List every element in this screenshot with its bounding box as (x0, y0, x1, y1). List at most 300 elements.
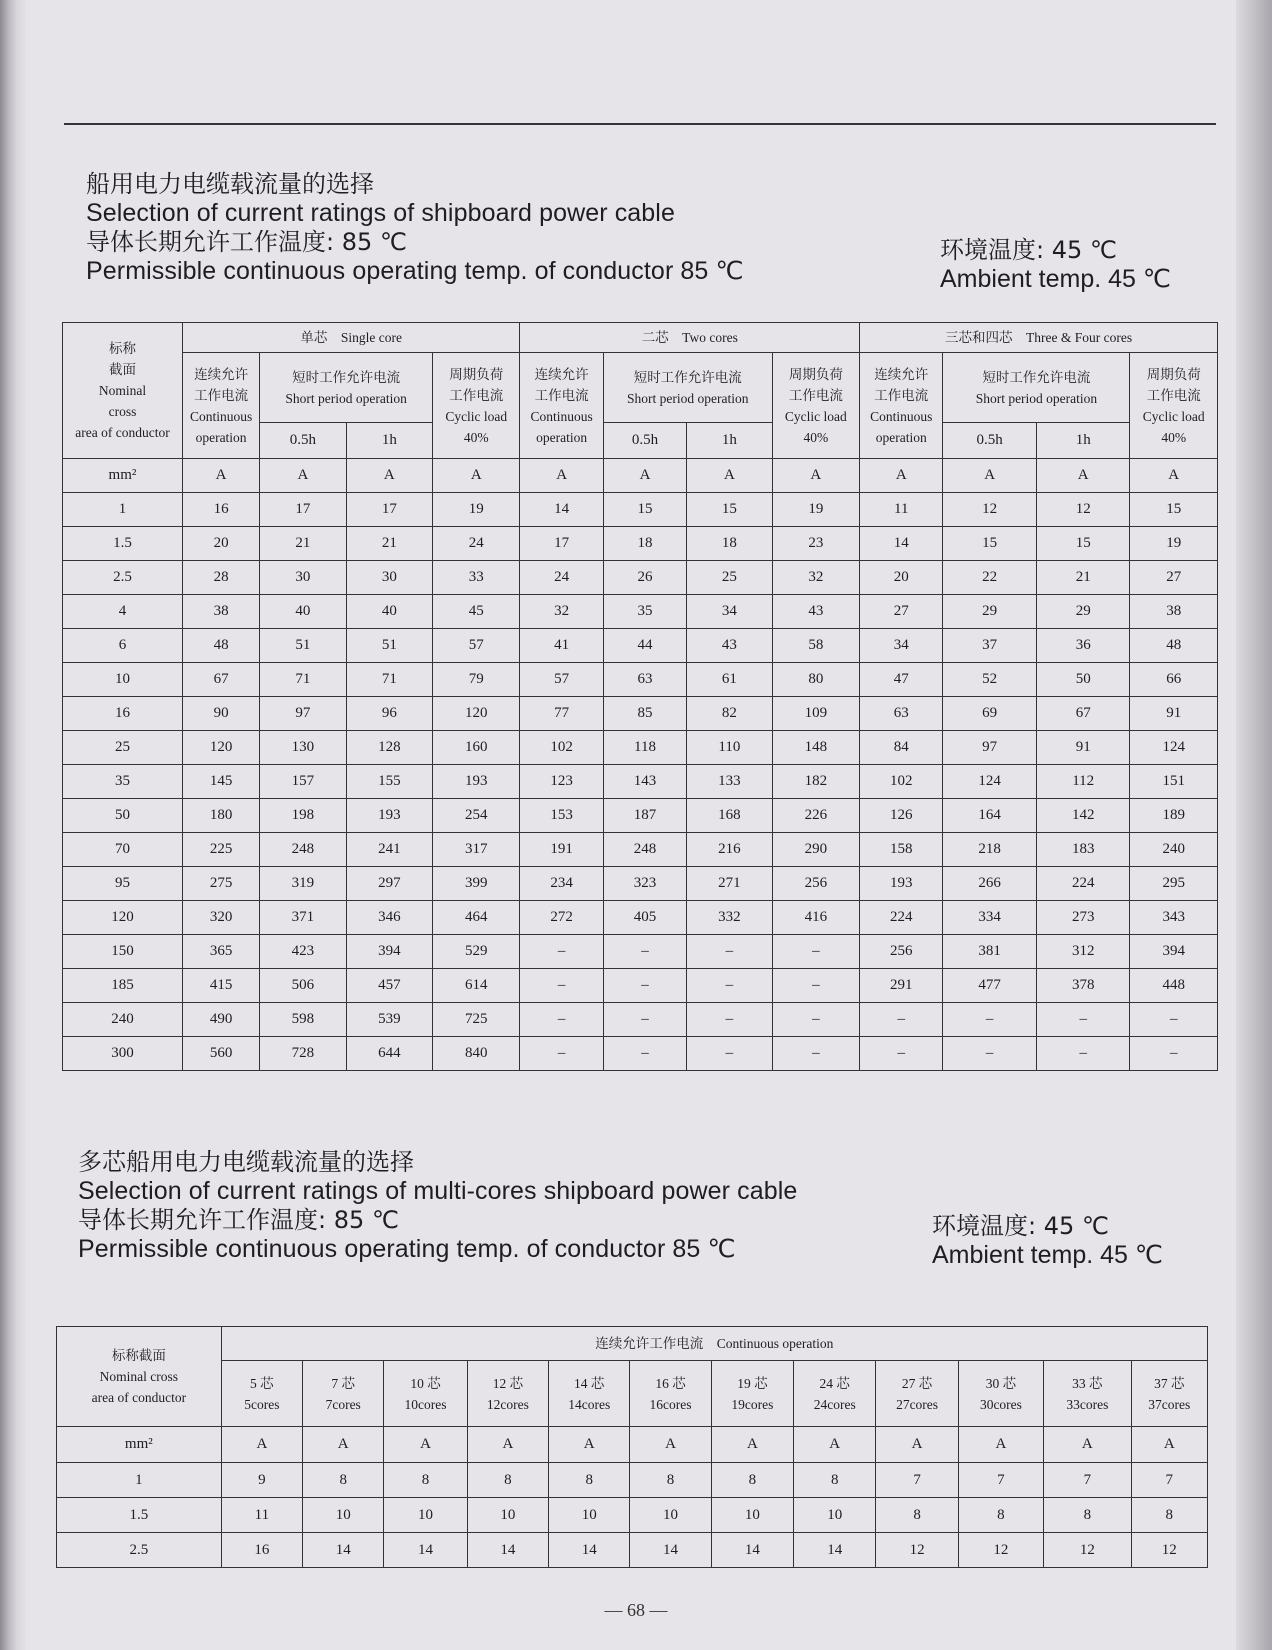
rating-cell: 48 (182, 629, 259, 663)
rating-cell: 14 (467, 1533, 548, 1568)
unit-ampere: A (687, 459, 772, 493)
two-cyclic-line: Cyclic load (784, 408, 847, 424)
rating-cell: 128 (346, 731, 432, 765)
rating-cell: 45 (433, 595, 520, 629)
rating-cell: 216 (687, 833, 772, 867)
rating-cell: 16 (182, 493, 259, 527)
table-row (63, 765, 1218, 799)
rating-cell: 7 (1044, 1463, 1131, 1498)
section1-ambient (940, 236, 1171, 294)
rating-cell: 8 (630, 1463, 711, 1498)
core-count-zh: 27 芯 (901, 1375, 933, 1391)
rating-cell: 27 (1130, 561, 1218, 595)
rating-cell: 457 (346, 969, 432, 1003)
rating-cell: 14 (711, 1533, 793, 1568)
rating-cell: 25 (687, 561, 772, 595)
two-one-hour: 1h (687, 423, 772, 459)
single-half-hour: 0.5h (260, 423, 346, 459)
single-continuous-line: 连续允许 (194, 366, 249, 382)
unit-ampere: A (1130, 459, 1218, 493)
rating-cell: – (772, 935, 859, 969)
core-count-en: 33cores (1066, 1396, 1109, 1412)
three-four-cyclic-line: 工作电流 (1146, 387, 1201, 403)
single-continuous-line: 工作电流 (194, 387, 249, 403)
rating-cell: 10 (467, 1498, 548, 1533)
rating-cell: 728 (260, 1037, 346, 1071)
rating-cell: 26 (603, 561, 686, 595)
three-four-cores-header: 三芯和四芯 Three & Four cores (860, 323, 1218, 353)
rating-cell: 332 (687, 901, 772, 935)
rating-cell: 423 (260, 935, 346, 969)
rating-cell: 43 (772, 595, 859, 629)
cross-section-cell: 10 (63, 663, 183, 697)
rating-cell: 399 (433, 867, 520, 901)
rating-cell: 275 (182, 867, 259, 901)
rating-cell: 10 (384, 1498, 467, 1533)
rating-cell: 40 (260, 595, 346, 629)
rating-cell: 28 (182, 561, 259, 595)
rating-cell: 272 (520, 901, 603, 935)
rating-cell: 77 (520, 697, 603, 731)
two-half-hour: 0.5h (603, 423, 686, 459)
rating-cell: 96 (346, 697, 432, 731)
rating-cell: 10 (303, 1498, 384, 1533)
rating-cell: 234 (520, 867, 603, 901)
rating-cell: 415 (182, 969, 259, 1003)
table-row (63, 901, 1218, 935)
core-count-zh: 30 芯 (985, 1375, 1017, 1391)
rating-cell: 254 (433, 799, 520, 833)
two-continuous-line: operation (536, 429, 588, 445)
rating-cell: 12 (1044, 1533, 1131, 1568)
single-one-hour: 1h (346, 423, 432, 459)
rating-cell: – (687, 1003, 772, 1037)
rating-cell: – (772, 1003, 859, 1037)
rating-cell: 14 (860, 527, 943, 561)
unit-ampere: A (384, 1427, 467, 1463)
unit-ampere: A (467, 1427, 548, 1463)
rating-cell: 241 (346, 833, 432, 867)
core-count-en: 27cores (896, 1396, 939, 1412)
rating-cell: 110 (687, 731, 772, 765)
rating-cell: 102 (860, 765, 943, 799)
rating-cell: 539 (346, 1003, 432, 1037)
rating-cell: 297 (346, 867, 432, 901)
core-count-en: 37cores (1148, 1396, 1191, 1412)
rating-cell: 109 (772, 697, 859, 731)
rating-cell: 11 (860, 493, 943, 527)
rating-cell: 381 (943, 935, 1037, 969)
rating-cell: 598 (260, 1003, 346, 1037)
rating-cell: 36 (1036, 629, 1130, 663)
two-continuous-line: 工作电流 (534, 387, 589, 403)
rating-cell: 182 (772, 765, 859, 799)
rating-cell: 51 (260, 629, 346, 663)
rating-cell: 17 (260, 493, 346, 527)
nominal-zh-2: 截面 (108, 362, 136, 377)
table-row (63, 1003, 1218, 1037)
rating-cell: 14 (794, 1533, 876, 1568)
rating-cell: 38 (182, 595, 259, 629)
rating-cell: 9 (221, 1463, 302, 1498)
two-continuous-header (520, 353, 603, 459)
rating-cell: 50 (1036, 663, 1130, 697)
rating-cell: – (603, 935, 686, 969)
rating-cell: 11 (221, 1498, 302, 1533)
rating-cell: 295 (1130, 867, 1218, 901)
rating-cell: 12 (958, 1533, 1043, 1568)
cross-section-cell: 300 (63, 1037, 183, 1071)
section1-title-zh: 船用电力电缆载流量的选择 (86, 170, 374, 198)
rating-cell: 193 (346, 799, 432, 833)
rating-cell: 102 (520, 731, 603, 765)
rating-cell: 40 (346, 595, 432, 629)
unit-ampere: A (943, 459, 1037, 493)
rating-cell: 346 (346, 901, 432, 935)
cross-section-cell: 16 (63, 697, 183, 731)
rating-cell: 57 (433, 629, 520, 663)
rating-cell: – (772, 1037, 859, 1071)
rating-cell: 226 (772, 799, 859, 833)
three-four-continuous-line: operation (875, 429, 927, 445)
rating-cell: 14 (520, 493, 603, 527)
rating-cell: 8 (1131, 1498, 1207, 1533)
single-short-en: Short period operation (285, 390, 407, 406)
core-count-en: 19cores (731, 1396, 774, 1412)
nominal-area-header-2 (57, 1327, 222, 1427)
nominal2-en-1: Nominal cross (99, 1369, 179, 1384)
section1-ambient-zh: 环境温度: 45 ℃ (940, 236, 1117, 264)
rating-cell: 120 (433, 697, 520, 731)
unit-ampere: A (1044, 1427, 1131, 1463)
rating-cell: 80 (772, 663, 859, 697)
core-count-zh: 37 芯 (1154, 1375, 1185, 1391)
rating-cell: 10 (549, 1498, 630, 1533)
rating-cell: 32 (520, 595, 603, 629)
rating-cell: 225 (182, 833, 259, 867)
core-count-header (221, 1361, 302, 1427)
rating-cell: 30 (346, 561, 432, 595)
rating-cell: – (1130, 1037, 1218, 1071)
table-row (57, 1463, 1208, 1498)
single-cyclic-line: 工作电流 (449, 387, 504, 403)
rating-cell: 240 (1130, 833, 1218, 867)
section2-temp-zh: 导体长期允许工作温度: 85 ℃ (78, 1206, 399, 1234)
cross-section-cell: 4 (63, 595, 183, 629)
rating-cell: 58 (772, 629, 859, 663)
cross-section-cell: 120 (63, 901, 183, 935)
section2-title-zh: 多芯船用电力电缆载流量的选择 (78, 1148, 414, 1176)
rating-cell: 21 (1036, 561, 1130, 595)
cross-section-cell: 35 (63, 765, 183, 799)
rating-cell: 47 (860, 663, 943, 697)
cross-section-cell: 25 (63, 731, 183, 765)
rating-cell: 189 (1130, 799, 1218, 833)
rating-cell: 43 (687, 629, 772, 663)
core-count-header (384, 1361, 467, 1427)
rating-cell: 8 (1044, 1498, 1131, 1533)
three-four-continuous-header (860, 353, 943, 459)
table-row (63, 561, 1218, 595)
rating-cell: 164 (943, 799, 1037, 833)
rating-cell: 448 (1130, 969, 1218, 1003)
single-continuous-line: operation (195, 429, 247, 445)
core-count-zh: 19 芯 (737, 1375, 768, 1391)
rating-cell: 29 (943, 595, 1037, 629)
rating-cell: 191 (520, 833, 603, 867)
core-count-zh: 10 芯 (410, 1375, 441, 1391)
core-count-header (1131, 1361, 1207, 1427)
rating-cell: – (520, 935, 603, 969)
rating-cell: 12 (876, 1533, 958, 1568)
rating-cell: 126 (860, 799, 943, 833)
rating-cell: 198 (260, 799, 346, 833)
rating-cell: 71 (260, 663, 346, 697)
rating-cell: 30 (260, 561, 346, 595)
rating-cell: 291 (860, 969, 943, 1003)
rating-cell: 334 (943, 901, 1037, 935)
rating-cell: 365 (182, 935, 259, 969)
unit-mm2: mm² (57, 1427, 222, 1463)
rating-cell: 19 (1130, 527, 1218, 561)
rating-cell: 160 (433, 731, 520, 765)
rating-cell: 10 (794, 1498, 876, 1533)
unit-ampere: A (630, 1427, 711, 1463)
nominal-en-3: area of conductor (75, 425, 170, 440)
two-cyclic-line: 工作电流 (788, 387, 843, 403)
three-four-continuous-line: 工作电流 (874, 387, 929, 403)
cross-section-cell: 150 (63, 935, 183, 969)
rating-cell: 614 (433, 969, 520, 1003)
cross-section-cell: 50 (63, 799, 183, 833)
unit-ampere: A (221, 1427, 302, 1463)
header-rule (64, 123, 1216, 125)
rating-cell: 394 (1130, 935, 1218, 969)
three-four-short-zh: 短时工作允许电流 (982, 369, 1091, 385)
unit-ampere: A (1036, 459, 1130, 493)
rating-cell: 12 (943, 493, 1037, 527)
core-count-header (958, 1361, 1043, 1427)
single-continuous-line: Continuous (189, 408, 253, 424)
rating-cell: – (520, 969, 603, 1003)
rating-cell: 15 (943, 527, 1037, 561)
rating-cell: 82 (687, 697, 772, 731)
cross-section-cell: 95 (63, 867, 183, 901)
core-count-header (630, 1361, 711, 1427)
core-count-zh: 33 芯 (1072, 1375, 1103, 1391)
rating-cell: 17 (520, 527, 603, 561)
rating-cell: 248 (603, 833, 686, 867)
rating-cell: 317 (433, 833, 520, 867)
rating-cell: 124 (943, 765, 1037, 799)
section2-ambient-zh: 环境温度: 45 ℃ (932, 1212, 1109, 1240)
core-count-en: 16cores (649, 1396, 692, 1412)
unit-ampere: A (1131, 1427, 1207, 1463)
three-four-cyclic-header (1130, 353, 1218, 459)
rating-cell: – (687, 1037, 772, 1071)
unit-ampere: A (520, 459, 603, 493)
rating-cell: 464 (433, 901, 520, 935)
rating-cell: – (687, 969, 772, 1003)
unit-ampere: A (772, 459, 859, 493)
rating-cell: 323 (603, 867, 686, 901)
table-row (63, 799, 1218, 833)
unit-ampere: A (876, 1427, 958, 1463)
rating-cell: 378 (1036, 969, 1130, 1003)
single-short-period-header (260, 353, 433, 423)
rating-cell: 71 (346, 663, 432, 697)
rating-cell: 490 (182, 1003, 259, 1037)
rating-cell: 8 (958, 1498, 1043, 1533)
two-short-en: Short period operation (626, 390, 749, 406)
multi-core-rating-table (56, 1326, 1208, 1568)
rating-cell: 157 (260, 765, 346, 799)
rating-cell: 41 (520, 629, 603, 663)
rating-cell: – (860, 1037, 943, 1071)
rating-cell: 560 (182, 1037, 259, 1071)
rating-cell: 256 (772, 867, 859, 901)
rating-cell: – (603, 1037, 686, 1071)
rating-cell: 15 (1036, 527, 1130, 561)
rating-cell: 48 (1130, 629, 1218, 663)
core-count-zh: 16 芯 (655, 1375, 686, 1391)
section2-title-en: Selection of current ratings of multi-cores shipboard power cable (78, 1177, 798, 1205)
table-row (63, 493, 1218, 527)
rating-cell: 343 (1130, 901, 1218, 935)
core-count-header (711, 1361, 793, 1427)
table-row (63, 697, 1218, 731)
rating-cell: 18 (687, 527, 772, 561)
section2-temp-en: Permissible continuous operating temp. of conductor 85 ℃ (78, 1235, 736, 1263)
section2-ambient (932, 1212, 1163, 1270)
rating-cell: 840 (433, 1037, 520, 1071)
continuous-operation-header: 连续允许工作电流 Continuous operation (221, 1327, 1207, 1361)
page-edge-shadow (1236, 0, 1272, 1650)
rating-cell: 405 (603, 901, 686, 935)
rating-cell: 8 (549, 1463, 630, 1498)
rating-cell: 8 (303, 1463, 384, 1498)
unit-ampere: A (794, 1427, 876, 1463)
rating-cell: 183 (1036, 833, 1130, 867)
cross-section-cell: 1.5 (57, 1498, 222, 1533)
single-cyclic-header (433, 353, 520, 459)
rating-cell: 112 (1036, 765, 1130, 799)
rating-cell: 52 (943, 663, 1037, 697)
rating-cell: 143 (603, 765, 686, 799)
rating-cell: 8 (876, 1498, 958, 1533)
unit-ampere: A (433, 459, 520, 493)
single-cyclic-line: 周期负荷 (449, 366, 504, 382)
rating-cell: 644 (346, 1037, 432, 1071)
core-count-en: 24cores (813, 1396, 856, 1412)
rating-cell: 19 (772, 493, 859, 527)
cross-section-cell: 2.5 (57, 1533, 222, 1568)
core-count-en: 30cores (979, 1396, 1022, 1412)
rating-cell: – (687, 935, 772, 969)
rating-cell: – (1130, 1003, 1218, 1037)
rating-cell: 133 (687, 765, 772, 799)
core-count-zh: 7 芯 (331, 1375, 355, 1391)
rating-cell: 35 (603, 595, 686, 629)
section2-ambient-en: Ambient temp. 45 ℃ (932, 1241, 1163, 1269)
rating-cell: – (603, 1003, 686, 1037)
section1-title-en: Selection of current ratings of shipboard power cable (86, 199, 675, 227)
rating-cell: 130 (260, 731, 346, 765)
core-count-header (467, 1361, 548, 1427)
section1-heading (86, 170, 744, 286)
rating-cell: 79 (433, 663, 520, 697)
rating-cell: 266 (943, 867, 1037, 901)
table-row (63, 969, 1218, 1003)
rating-cell: – (603, 969, 686, 1003)
rating-cell: 124 (1130, 731, 1218, 765)
rating-cell: 66 (1130, 663, 1218, 697)
rating-cell: 57 (520, 663, 603, 697)
rating-cell: 145 (182, 765, 259, 799)
three-four-cyclic-line: Cyclic load (1142, 408, 1205, 424)
two-cyclic-line: 40% (803, 429, 829, 445)
cross-section-cell: 70 (63, 833, 183, 867)
rating-cell: 63 (603, 663, 686, 697)
two-continuous-line: 连续允许 (534, 366, 589, 382)
rating-cell: 273 (1036, 901, 1130, 935)
three-four-half-hour: 0.5h (943, 423, 1037, 459)
rating-cell: 18 (603, 527, 686, 561)
three-four-continuous-line: Continuous (870, 408, 933, 424)
two-short-period-header (603, 353, 772, 423)
rating-cell: 123 (520, 765, 603, 799)
rating-cell: 193 (860, 867, 943, 901)
rating-cell: 37 (943, 629, 1037, 663)
rating-cell: – (520, 1037, 603, 1071)
rating-cell: 24 (433, 527, 520, 561)
rating-cell: 33 (433, 561, 520, 595)
core-count-header (549, 1361, 630, 1427)
unit-ampere: A (303, 1427, 384, 1463)
rating-cell: 8 (794, 1463, 876, 1498)
rating-cell: 67 (1036, 697, 1130, 731)
two-short-zh: 短时工作允许电流 (633, 369, 742, 385)
rating-cell: – (772, 969, 859, 1003)
core-count-zh: 24 芯 (819, 1375, 850, 1391)
rating-cell: 529 (433, 935, 520, 969)
core-count-header (794, 1361, 876, 1427)
rating-cell: 224 (1036, 867, 1130, 901)
three-four-short-period-header (943, 353, 1130, 423)
rating-cell: 394 (346, 935, 432, 969)
nominal-en-2: cross (108, 404, 137, 419)
rating-cell: 12 (1036, 493, 1130, 527)
core-count-zh: 5 芯 (250, 1375, 274, 1391)
rating-cell: 20 (860, 561, 943, 595)
rating-cell: – (860, 1003, 943, 1037)
nominal-en-1: Nominal (98, 383, 147, 398)
core-count-zh: 14 芯 (574, 1375, 605, 1391)
unit-ampere: A (260, 459, 346, 493)
rating-cell: 371 (260, 901, 346, 935)
rating-cell: 15 (1130, 493, 1218, 527)
rating-cell: 21 (260, 527, 346, 561)
rating-cell: 155 (346, 765, 432, 799)
single-core-header: 单芯 Single core (182, 323, 520, 353)
core-count-header (1044, 1361, 1131, 1427)
rating-cell: 69 (943, 697, 1037, 731)
core-count-en: 5cores (244, 1396, 280, 1412)
rating-cell: 90 (182, 697, 259, 731)
single-continuous-header (182, 353, 259, 459)
table-row (63, 663, 1218, 697)
rating-cell: 32 (772, 561, 859, 595)
